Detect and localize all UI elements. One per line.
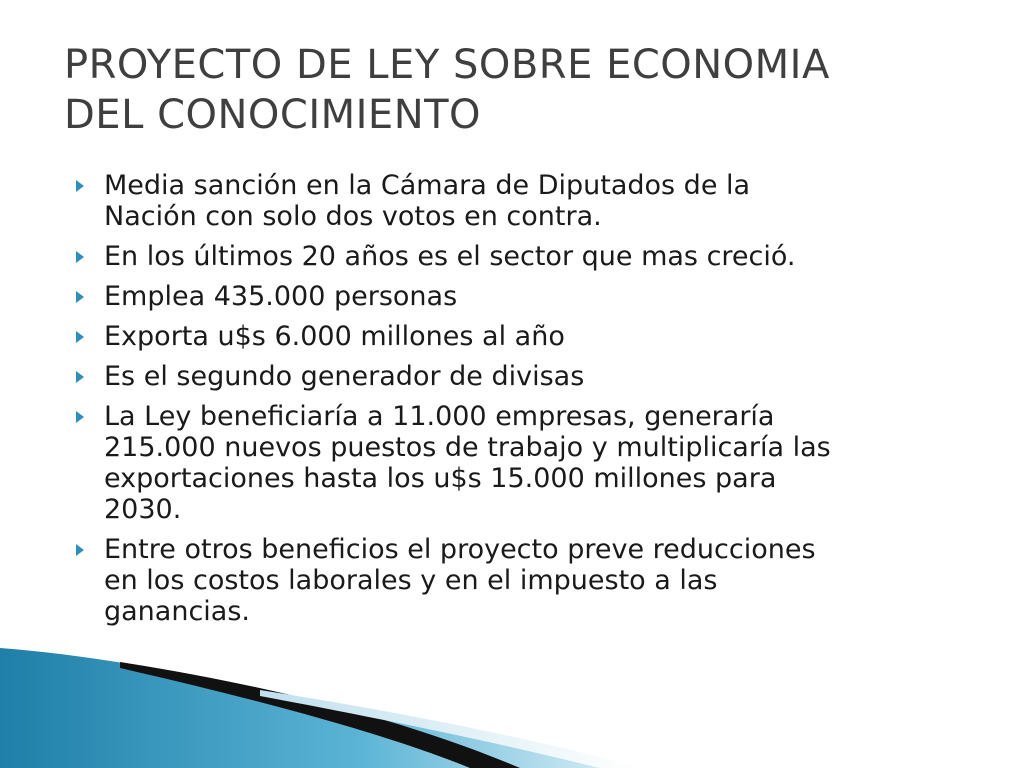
triangle-bullet-icon	[76, 371, 84, 383]
title-line-2: DEL CONOCIMIENTO	[64, 92, 482, 138]
bullet-text-line: Nación con solo dos votos en contra.	[104, 201, 602, 232]
bullet-item	[74, 534, 974, 627]
bullet-item	[74, 281, 974, 312]
triangle-bullet-icon	[76, 331, 84, 343]
bullet-text-line: Media sanción en la Cámara de Diputados de la	[104, 170, 751, 201]
bullet-item	[74, 321, 974, 352]
title-line-1: PROYECTO DE LEY SOBRE ECONOMIA	[64, 42, 830, 88]
slide-title	[64, 40, 964, 140]
triangle-bullet-icon	[76, 411, 84, 423]
bullet-item	[74, 170, 974, 232]
bullet-text-line: En los últimos 20 años es el sector que mas creció.	[104, 241, 796, 272]
bullet-item	[74, 241, 974, 272]
bullet-text-line: 215.000 nuevos puestos de trabajo y multiplicaría las	[104, 432, 831, 463]
bullet-text-line: Exporta u$s 6.000 millones al año	[104, 321, 565, 352]
bullet-list	[74, 170, 974, 636]
triangle-bullet-icon	[76, 291, 84, 303]
triangle-bullet-icon	[76, 251, 84, 263]
bullet-text-line: ganancias.	[104, 596, 250, 627]
triangle-bullet-icon	[76, 544, 84, 556]
bullet-text-line: La Ley beneficiaría a 11.000 empresas, generaría	[104, 401, 775, 432]
bullet-item	[74, 361, 974, 392]
bullet-text-line: Entre otros beneficios el proyecto preve reducciones	[104, 534, 816, 565]
triangle-bullet-icon	[76, 180, 84, 192]
bullet-text-line: exportaciones hasta los u$s 15.000 millones para	[104, 463, 777, 494]
bullet-text-line: en los costos laborales y en el impuesto a las	[104, 565, 718, 596]
bullet-text-line: Es el segundo generador de divisas	[104, 361, 585, 392]
bullet-item	[74, 401, 974, 525]
bullet-text-line: Emplea 435.000 personas	[104, 281, 458, 312]
bullet-text-line: 2030.	[104, 494, 182, 525]
